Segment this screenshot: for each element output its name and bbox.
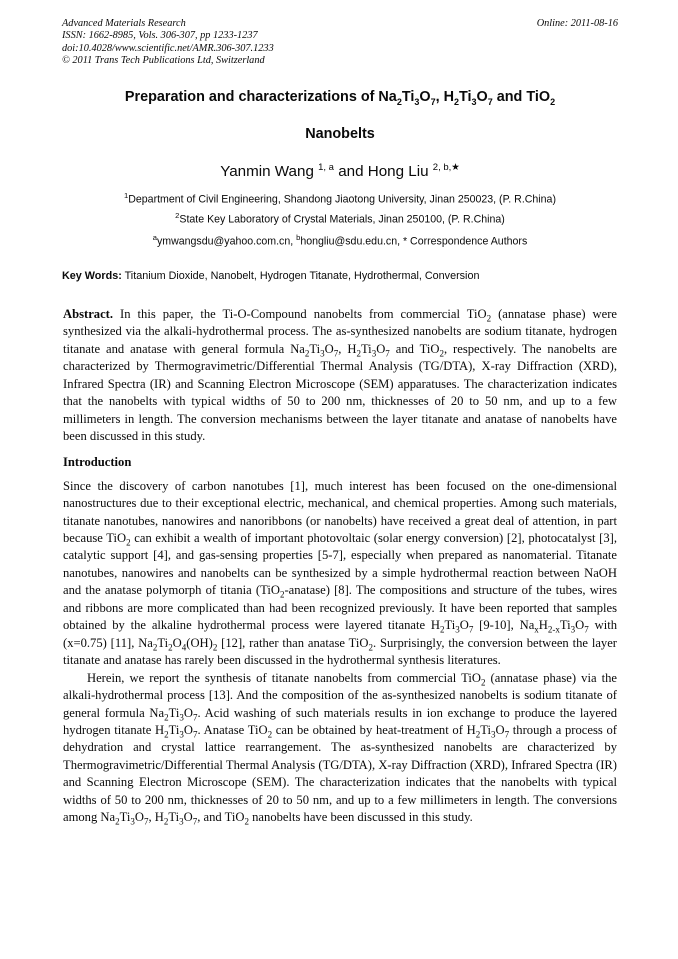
abstract-sub: 2 <box>356 348 361 359</box>
para-sub: 2 <box>168 642 173 653</box>
para-seg: . Acid washing of such materials results in ion exchange to produce the layered hydrogen titanate H <box>63 705 617 737</box>
title-seg: Ti <box>401 89 415 105</box>
para-sub: 7 <box>193 729 198 740</box>
keywords-label: Key Words: <box>62 270 122 282</box>
para-sub: 2 <box>244 816 249 827</box>
para-seg: , H <box>148 810 164 825</box>
para-sub: 7 <box>504 729 510 740</box>
para-seg: O <box>183 810 193 825</box>
para-seg: (OH) <box>186 635 213 650</box>
para-seg: Ti <box>168 722 180 737</box>
para-sub: 3 <box>179 712 184 723</box>
para-sub: 2 <box>480 677 486 688</box>
para-sub: 2 <box>368 642 373 653</box>
para-sub: 2 <box>212 642 218 653</box>
abstract-seg: In this paper, the Ti-O-Compound nanobelts from commercial TiO <box>113 307 487 321</box>
email-mark-b: b <box>296 233 301 242</box>
para-sub: 3 <box>490 729 496 740</box>
keywords-line <box>62 269 618 284</box>
title-sub: 3 <box>471 96 477 107</box>
abstract-seg: O <box>376 341 386 356</box>
para-seg: [12], rather than anatase TiO <box>217 635 369 650</box>
para-seg: Ti <box>559 618 571 633</box>
abstract-sub: 2 <box>486 313 492 324</box>
abstract-seg: and TiO <box>389 341 440 356</box>
para-seg: O <box>495 722 505 737</box>
abstract-seg: (annatase phase) were synthesized via the alkali-hydrothermal process. The as-synthesized nanobelts are sodium titanate, hydrogen titanate and anatase with general formula Na <box>63 307 617 356</box>
abstract-label: Abstract. <box>63 307 114 321</box>
journal-header <box>62 18 618 68</box>
abstract-sub: 2 <box>439 348 444 359</box>
title-line-2: Nanobelts <box>305 126 375 142</box>
para-seg: can be obtained by heat-treatment of H <box>272 722 476 737</box>
title-sub: 2 <box>396 96 402 107</box>
title-sub: 3 <box>414 96 420 107</box>
issn-line: ISSN: 1662-8985, Vols. 306-307, pp 1233-1237 <box>62 30 258 42</box>
abstract-seg: , respectively. The nanobelts are characterized by Thermogravimetric/Differential Thermal Analysis (TG/DTA), X-ray Diffraction (XRD), Infrared Spectra (IR) and Scanning Electron Microscope (SEM) apparatuses. The characterization indicates that the nanobelts with typical widths of 50 to 200 nm, thicknesses of 20 to 50 nm, and up to a few millimeters in length. The conversion mechanisms between the layer titanate and anatase of nanobelts have been discussed in this study. <box>63 341 618 444</box>
abstract-seg: O <box>324 341 334 356</box>
para-seg: . Anatase TiO <box>197 722 268 737</box>
keywords-value: Titanium Dioxide, Nanobelt, Hydrogen Titanate, Hydrothermal, Conversion <box>121 270 480 282</box>
author-name-1: Yanmin Wang <box>220 163 314 181</box>
para-seg: O <box>575 618 585 633</box>
section-heading-introduction: Introduction <box>63 454 132 469</box>
author-2-marks: 2, b,★ <box>432 162 460 173</box>
email-address-a[interactable]: ymwangsdu@yahoo.com.cn, <box>156 235 297 248</box>
title-sub: 7 <box>487 96 493 107</box>
para-sub: 4 <box>181 642 187 653</box>
para-sub: 3 <box>130 816 135 827</box>
para-sub: 2 <box>164 729 169 740</box>
title-seg: O <box>476 89 488 105</box>
abstract-seg: Ti <box>360 341 372 356</box>
para-seg: Ti <box>119 810 131 825</box>
para-seg: H <box>538 618 548 633</box>
introduction-paragraph-1 <box>63 478 617 670</box>
journal-header-topline <box>62 18 618 30</box>
para-seg: -anatase) [8]. The compositions and structure of the tubes, wires and ribbons are more complicated than had been recognized previously. It have been reported that samples obtained by the alkaline hydrothermal process were layered titanate H <box>63 583 617 633</box>
title-sub: 7 <box>430 96 436 107</box>
para-sub: 2 <box>164 712 169 723</box>
para-seg: through a process of dehydration and crystal lattice rearrangement. The as-synthesized nanobelts are characterized by Thermogravimetric/Differential Thermal Analysis (TG/DTA), X-ray Diffraction (XRD), Infrared Spectra (IR) and Scanning Electron Microscope (SEM). The characterization indicates that the nanobelts with typical widths of 50 to 200 nm, thicknesses of 20 to 50 nm, and up to a few millimeters in length. The conversions among Na <box>63 722 617 825</box>
para-seg: , and TiO <box>197 810 245 825</box>
para-sub: 2 <box>163 816 169 827</box>
para-sub: 7 <box>192 816 198 827</box>
author-name-2: Hong Liu <box>367 163 429 181</box>
email-mark-a: a <box>152 233 157 242</box>
correspondence-emails <box>62 230 618 250</box>
para-seg: Ti <box>168 810 180 825</box>
page-title <box>62 88 618 144</box>
para-sub: 2-x <box>547 624 560 635</box>
para-sub: 3 <box>179 816 184 827</box>
para-seg: Ti <box>168 705 180 720</box>
affiliation-item <box>62 188 618 208</box>
affiliation-mark: 1 <box>124 191 129 200</box>
para-seg: O <box>459 618 469 633</box>
para-sub: 2 <box>439 624 445 635</box>
para-seg: O <box>172 635 182 650</box>
article-body <box>63 306 617 827</box>
para-seg: Herein, we report the synthesis of titanate nanobelts from commercial TiO <box>87 670 481 685</box>
abstract-seg: Ti <box>309 341 321 356</box>
title-sub: 2 <box>550 96 556 107</box>
para-sub: 3 <box>455 624 460 635</box>
para-seg: Ti <box>444 618 456 633</box>
para-sub: 3 <box>179 729 184 740</box>
abstract-paragraph <box>63 306 617 446</box>
affiliation-item <box>62 208 618 228</box>
abstract-sub: 2 <box>304 348 310 359</box>
para-sub: x <box>534 624 539 635</box>
para-sub: 2 <box>475 729 481 740</box>
para-seg: with (x=0.75) [11], Na <box>63 618 617 650</box>
introduction-paragraph-2 <box>63 670 617 827</box>
title-seg: Preparation and characterizations of Na <box>124 89 397 105</box>
para-sub: 2 <box>279 589 285 600</box>
doi-line: doi:10.4028/www.scientific.net/AMR.306-307.1233 <box>62 42 274 54</box>
title-seg: O <box>419 89 431 105</box>
para-sub: 2 <box>126 537 131 548</box>
para-sub: 7 <box>468 624 474 635</box>
para-sub: 2 <box>115 816 120 827</box>
author-conjunction: and <box>333 163 368 181</box>
online-date: Online: 2011-08-16 <box>536 18 618 29</box>
para-sub: 2 <box>267 729 273 740</box>
para-sub: 7 <box>143 816 149 827</box>
para-sub: 7 <box>192 712 198 723</box>
para-seg: . Surprisingly, the conversion between the layer titanate and anatase has rarely been discussed in the hydrothermal synthesis literatures. <box>63 635 617 668</box>
abstract-seg: , H <box>338 341 357 356</box>
para-seg: Since the discovery of carbon nanotubes [1], much interest has been focused on the one-dimensional nanostructures due to their exceptional electric, mechanical, and chemical properties. Among such materials, titanate nanotubes, nanowires and nanoribbons (or nanobelts) have received a great deal of attention, in part because TiO <box>63 478 617 545</box>
journal-name: Advanced Materials Research <box>62 18 186 29</box>
para-seg: O <box>134 810 144 825</box>
para-seg: O <box>183 705 193 720</box>
para-seg: (annatase phase) via the alkali-hydrothermal process [13]. And the composition of the as-synthesized nanobelts is sodium titanate of general formula Na <box>63 670 618 720</box>
para-seg: [9-10], Na <box>473 618 535 633</box>
para-seg: Ti <box>480 722 491 737</box>
para-sub: 7 <box>584 624 589 635</box>
para-seg: can exhibit a wealth of important photovoltaic (solar energy conversion) [2], photocatalyst [3], catalytic support [4], and gas-sensing properties [5-7], especially when prepared as nanomaterial. Titanate nanotubes, nanowires and nanobelts can be synthesized by a simple hydrothermal reaction between NaOH and the anatase polymorph of titania (TiO <box>63 530 618 598</box>
para-sub: 3 <box>570 624 576 635</box>
abstract-sub: 3 <box>320 348 325 359</box>
title-seg: Ti <box>459 89 472 105</box>
affiliation-list <box>62 188 618 228</box>
abstract-sub: 7 <box>385 348 390 359</box>
title-seg: and TiO <box>492 89 551 105</box>
affiliation-mark: 2 <box>175 211 180 221</box>
abstract-sub: 3 <box>371 348 377 359</box>
title-seg: , H <box>435 89 454 105</box>
para-seg: Ti <box>157 635 169 650</box>
affiliation-text: State Key Laboratory of Crystal Materials, Jinan 250100, (P. R.China) <box>179 213 505 226</box>
title-sub: 2 <box>453 96 459 107</box>
para-seg: O <box>183 722 194 737</box>
para-sub: 2 <box>152 642 158 653</box>
abstract-sub: 7 <box>333 348 339 359</box>
author-1-marks: 1, a <box>318 162 334 173</box>
title-line-1 <box>62 88 618 107</box>
copyright-line: © 2011 Trans Tech Publications Ltd, Switzerland <box>62 55 265 67</box>
para-seg: nanobelts have been discussed in this study. <box>248 810 473 825</box>
email-address-b[interactable]: hongliu@sdu.edu.cn, * Correspondence Authors <box>300 235 528 248</box>
author-list <box>62 158 618 182</box>
affiliation-text: Department of Civil Engineering, Shandong Jiaotong University, Jinan 250023, (P. R.China) <box>128 193 556 206</box>
